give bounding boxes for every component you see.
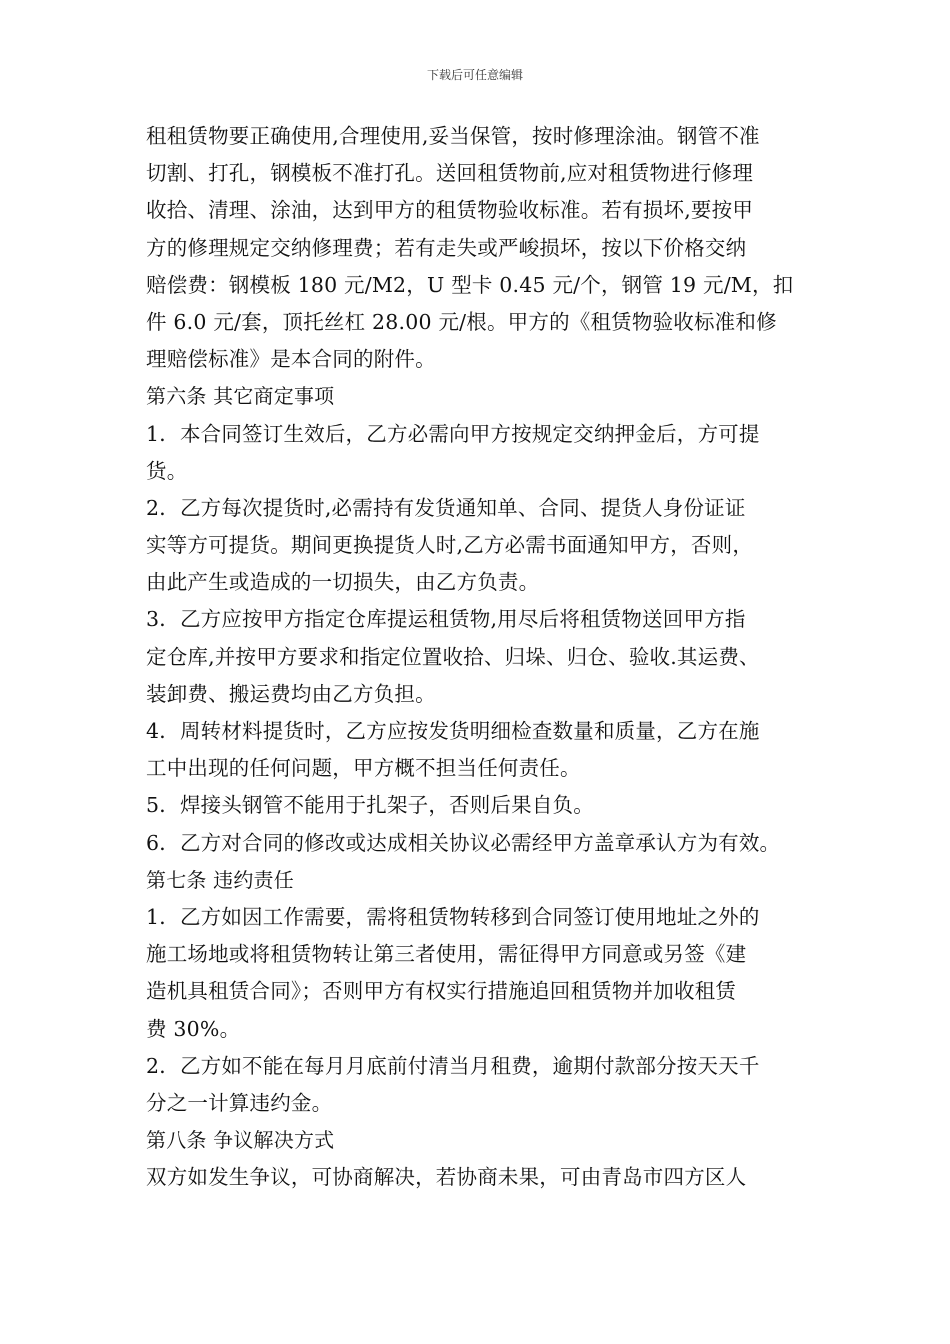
clause-line: 由此产生或造成的一切损失，由乙方负责。 — [146, 570, 540, 595]
body-line: 理赔偿标准》是本合同的附件。 — [146, 347, 436, 372]
clause-line: 2．乙方如不能在每月月底前付清当月租费，逾期付款部分按天天千 — [146, 1053, 760, 1078]
clause-line: 5．焊接头钢管不能用于扎架子，否则后果自负。 — [146, 793, 594, 818]
body-line: 租租赁物要正确使用,合理使用,妥当保管，按时修理涂油。钢管不准 — [146, 124, 760, 148]
section-heading: 第六条 其它商定事项 — [146, 384, 335, 409]
clause-line: 3．乙方应按甲方指定仓库提运租赁物,用尽后将租赁物送回甲方指 — [146, 607, 746, 632]
clause-line: 费 30%。 — [146, 1016, 241, 1041]
section-heading: 第七条 违约责任 — [146, 867, 294, 892]
body-line: 件 6.0 元/套，顶托丝杠 28.00 元/根。甲方的《租赁物验收标准和修 — [146, 309, 777, 334]
clause-line: 工中出现的任何问题，甲方概不担当任何责任。 — [146, 756, 581, 781]
document-body — [146, 118, 816, 1196]
body-line: 赔偿费：钢模板 180 元/M2，U 型卡 0.45 元/个，钢管 19 元/M，扣 — [146, 272, 794, 297]
section-heading: 第八条 争议解决方式 — [146, 1128, 335, 1153]
clause-line: 1．本合同签订生效后，乙方必需向甲方按规定交纳押金后，方可提 — [146, 421, 760, 446]
clause-line: 6．乙方对合同的修改或达成相关协议必需经甲方盖章承认方为有效。 — [146, 830, 781, 855]
body-line: 双方如发生争议，可协商解决，若协商未果，可由青岛市四方区人 — [146, 1165, 747, 1190]
clause-line: 4．周转材料提货时，乙方应按发货明细检查数量和质量，乙方在施 — [146, 719, 760, 743]
body-line: 方的修理规定交纳修理费；若有走失或严峻损坏，按以下价格交纳 — [146, 235, 747, 260]
clause-line: 货。 — [146, 458, 188, 483]
body-line: 收拾、清理、涂油，达到甲方的租赁物验收标准。若有损坏,要按甲 — [146, 198, 754, 223]
clause-line: 2．乙方每次提货时,必需持有发货通知单、合同、提货人身份证证 — [146, 495, 746, 520]
page-header: 下载后可任意编辑 — [426, 68, 523, 82]
clause-line: 1．乙方如因工作需要，需将租赁物转移到合同签订使用地址之外的 — [146, 904, 760, 929]
body-line: 切割、打孔，钢模板不准打孔。送回租赁物前,应对租赁物进行修理 — [146, 161, 754, 186]
clause-line: 定仓库,并按甲方要求和指定位置收拾、归垛、归仓、验收.其运费、 — [146, 644, 760, 669]
clause-line: 分之一计算违约金。 — [146, 1090, 333, 1115]
clause-line: 实等方可提货。期间更换提货人时,乙方必需书面通知甲方，否则， — [146, 533, 754, 558]
clause-line: 装卸费、搬运费均由乙方负担。 — [146, 681, 436, 706]
clause-line: 施工场地或将租赁物转让第三者使用，需征得甲方同意或另签《建 — [146, 942, 747, 967]
clause-line: 造机具租赁合同》；否则甲方有权实行措施追回租赁物并加收租赁 — [146, 979, 737, 1004]
